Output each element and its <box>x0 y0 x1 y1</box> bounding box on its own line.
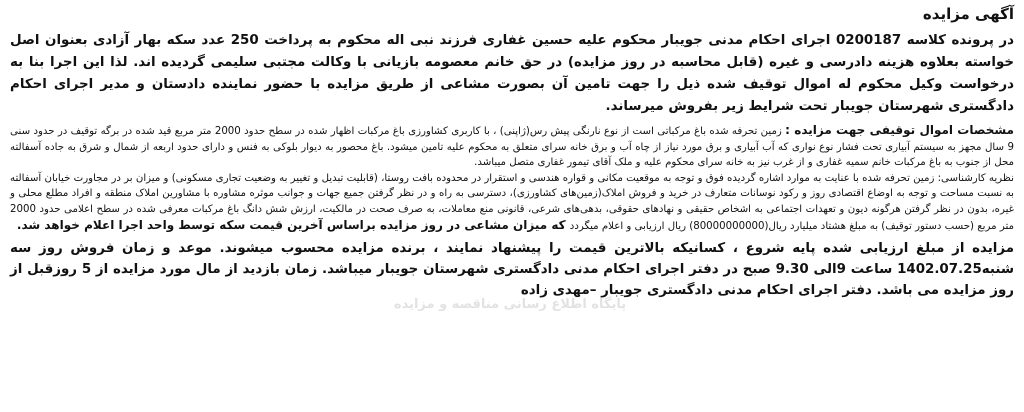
notice-intro-paragraph: در پرونده کلاسه 0200187 اجرای احکام مدنی جویبار محکوم علیه حسین غفاری فرزند نبی اله محکوم به پرداخت 250 عدد سکه بهار آزادی بعنوان اصل خواسته بعلاوه هزینه دادرسی و غیره (قابل محاسبه در روز مزایده) در حق خانم معصومه بازیانی با وکالت مجتبی سلیمی گردیده اند. لذا این اجرا بنا به درخواست وکیل محکوم له اموال توقیف شده ذیل را جهت تامین آن بصورت مشاعی از طریق مزایده با حضور نماینده دادستان و مدیر اجرای احکام دادگستری شهرستان جویبار تحت شرایط زیر بفروش میرساند. <box>10 33 1014 114</box>
notice-heading: آگهی مزایده <box>922 5 1014 23</box>
expert-opinion-body: نظریه کارشناسی: زمین تحرفه شده با عنایت به موارد اشاره گردیده فوق و توجه به موقعیت مکانی و قواره هندسی و استقرار در محدوده بافت روستا، (قابلیت تبدیل و تغییر به وضعیت تجاری مسکونی) و میزان بر در مجاورت خیابان آسفالته به نسبت مساحت و توجه به اوضاع اقتصادی روز و رکود نوسانات متعارف در خرید و فروش املاک(زمین‌های کشاورزی)، دسترسی به راه و در نظر گرفتن جمیع جهات و جوانب موثره مشاوره با مشاورین املاک منطقه و افراد مطلع محلی و غیره، بدون در نظر گرفتن هرگونه دیون و تعهدات اجتماعی به اشخاص حقیقی و نهادهای حقوقی، بدهی‌های شرعی، قانونی منع معاملات، به صرف صحت در مالکیت، ارزش شش دانگ باغ مرکبات معرفی شده در سطح اعلامی حدود 2000 متر مربع (حسب دستور توقیف) به مبلغ هشتاد میلیارد ریال(80000000000) ریال ارزیابی و اعلام میگردد <box>10 172 1014 232</box>
seized-property-lead: مشخصات اموال توقیفی جهت مزایده : <box>785 123 1014 137</box>
auction-terms-paragraph: مزایده از مبلغ ارزیابی شده پایه شروع ، کسانیکه بالاترین قیمت را پیشنهاد نمایند ، برنده مزایده محسوب میشوند. موعد و زمان فروش روز سه شنبه1402.07.25 ساعت 9الی 9.30 صبح در دفتر اجرای احکام مدنی دادگستری شهرستان جویبار میباشد. زمان بازدید از مال مورد مزایده از 5 روزقبل از روز مزایده می باشد. دفتر اجرای احکام مدنی دادگستری جویبار –مهدی زاده <box>10 241 1015 299</box>
seized-property-paragraph <box>10 123 1014 171</box>
expert-opinion-tail: که میزان مشاعی در روز مزایده براساس آخرین قیمت سکه توسط واحد اجرا اعلام خواهد شد. <box>16 217 570 232</box>
seized-property-body: زمین تحرفه شده باغ مرکباتی است از نوع نارنگی پیش رس(ژاپنی) ، با کاربری کشاورزی باغ مرکبات اظهار شده در سطح حدود 2000 متر مربع قید شده در برگه توقیف در حدود سنی 9 سال مجهز به سیستم آبیاری تحت فشار نوع نواری که آب آبیاری و برق مورد نیاز از چاه آب و برق خانه سرای متعلق به محکوم علیه تامین میشود. باغ محصور به دیوار بلوکی به فنس و دارای حدود اربعه از شمال و شرق به جاده آسفالته محل از جنوب به باغ مرکبات خانم سمیه غفاری و از غرب نیز به خانه سرای محکوم علیه و ملک آقای تیمور غفاری متصل میباشد. <box>10 126 1014 169</box>
expert-opinion-paragraph <box>10 171 1014 234</box>
site-watermark: پایگاه اطلاع رسانی مناقصه و مزایده <box>393 297 627 312</box>
